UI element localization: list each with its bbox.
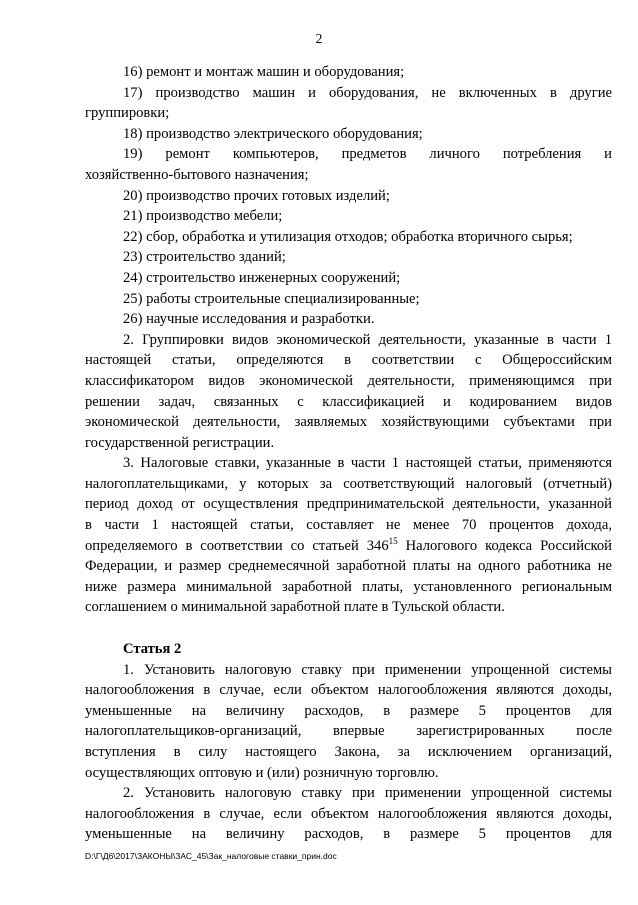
text-line: экономической деятельности, заявляемых хозяйствующими субъектами при — [85, 414, 612, 431]
text-line: 16) ремонт и монтаж машин и оборудования; — [123, 64, 405, 80]
text-line: 2. Группировки видов экономической деятельности, указанные в части 1 — [123, 331, 612, 348]
text-line: 23) строительство зданий; — [123, 249, 286, 266]
file-path-footer: D:\Г\Д6\2017\ЗАКОНЫ\ЗАС_45\Зак_налоговые ставки_прин.doc — [85, 851, 337, 861]
text-line: 22) сбор, обработка и утилизация отходов; обработка вторичного сырья; — [123, 228, 573, 245]
text-line: вступления в силу настоящего Закона, за исключением организаций, — [85, 744, 612, 760]
text-line: осуществляющих оптовую и (или) розничную торговлю. — [85, 764, 439, 781]
text-line: 21) производство мебели; — [123, 208, 283, 225]
text-segment: определяемого в соответствии со статьей 346 — [85, 537, 389, 554]
text-line: налогоплательщиков-организаций, впервые зарегистрированных после — [85, 723, 612, 740]
article-heading: Статья 2 — [123, 641, 182, 658]
text-line: период доход от осуществления предпринимательской деятельности, указанной — [85, 496, 612, 513]
text-segment: Налогового кодекса Российской — [397, 537, 612, 554]
document-body — [85, 62, 612, 845]
text-line: 1. Установить налоговую ставку при применении упрощенной системы — [123, 661, 612, 678]
text-line: налогообложения в случае, если объектом налогообложения являются доходы, — [85, 682, 612, 699]
text-line: государственной регистрации. — [85, 434, 275, 451]
text-line: налогообложения в случае, если объектом налогообложения являются доходы, — [85, 805, 612, 822]
text-line: 3. Налоговые ставки, указанные в части 1 настоящей статьи, применяются — [123, 455, 612, 472]
text-line: уменьшенные на величину расходов, в размере 5 процентов для — [85, 702, 612, 719]
blank-line — [85, 618, 612, 639]
text-line: ниже размера минимальной заработной платы, установленного региональным — [85, 578, 612, 595]
text-line: 24) строительство инженерных сооружений; — [123, 269, 401, 286]
page-number: 2 — [315, 32, 323, 47]
text-line: хозяйственно-бытового назначения; — [85, 166, 309, 183]
text-line: группировки; — [85, 105, 170, 122]
text-line: 26) научные исследования и разработки. — [123, 311, 375, 328]
text-line — [85, 536, 612, 557]
text-line: налогоплательщиками, у которых за соответствующий налоговый (отчетный) — [85, 475, 612, 492]
text-line: решении задач, связанных с классификацией и кодированием видов — [85, 393, 612, 410]
text-line: в части 1 настоящей статьи, составляет не менее 70 процентов дохода, — [85, 517, 612, 534]
text-line: 17) производство машин и оборудования, не включенных в другие — [123, 84, 612, 101]
text-line: уменьшенные на величину расходов, в размере 5 процентов для — [85, 826, 612, 843]
text-line: классификатором видов экономической деятельности, применяющимся при — [85, 372, 612, 389]
text-line: настоящей статьи, определяются в соответствии с Общероссийским — [85, 352, 612, 369]
superscript: 15 — [388, 535, 398, 546]
text-line: соглашением о минимальной заработной плате в Тульской области. — [85, 599, 505, 616]
text-line: 25) работы строительные специализированные; — [123, 290, 420, 307]
text-line: Федерации, и размер среднемесячной заработной платы на одного работника не — [85, 558, 612, 575]
text-line: 19) ремонт компьютеров, предметов личного потребления и — [123, 146, 612, 163]
text-line: 20) производство прочих готовых изделий; — [123, 187, 390, 204]
text-line: 18) производство электрического оборудования; — [123, 125, 423, 142]
text-line: 2. Установить налоговую ставку при применении упрощенной системы — [123, 785, 612, 802]
